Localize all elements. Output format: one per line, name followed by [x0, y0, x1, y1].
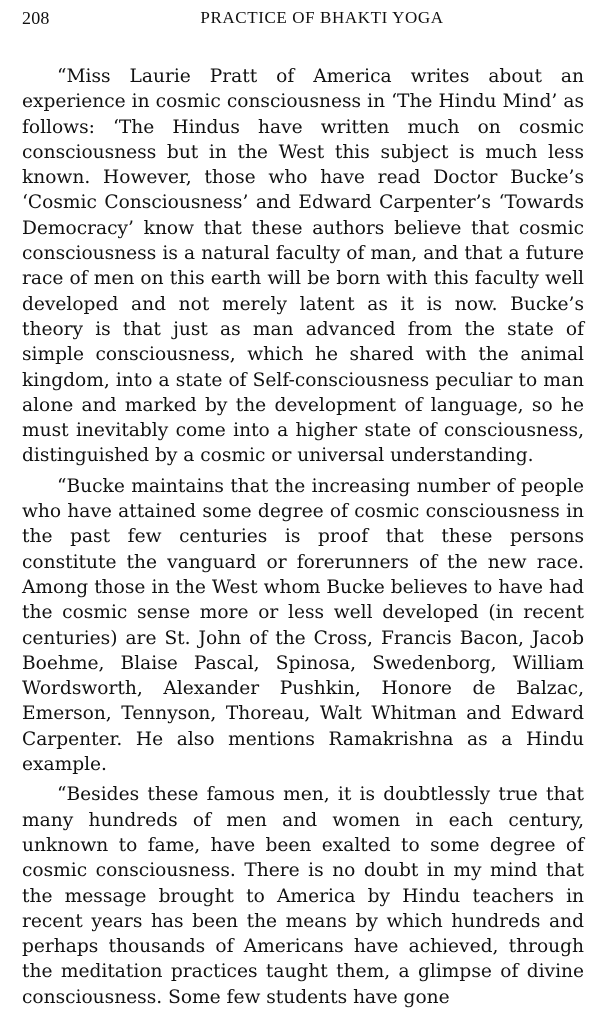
- paragraph-3: “Besides these famous men, it is doubtlessly true that many hundreds of men and women in each century, unknown to fame, have been exalted to some degree of cosmic consciousness. There is no doubt in my mind that the message brought to America by Hindu teachers in recent years has been the means by which hundreds and perhaps thousands of Americans have achieved, through the meditation practices taught them, a glimpse of divine consciousness. Some few students have gone: [22, 784, 584, 1008]
- paragraph-2: “Bucke maintains that the increasing number of people who have attained some degree of cosmic consciousness in the past few centuries is proof that these persons constitute the vanguard or forerunners of the new race. Among those in the West whom Bucke believes to have had the cosmic sense more or less well developed (in recent centuries) are St. John of the Cross, Francis Bacon, Jacob Boehme, Blaise Pascal, Spinosa, Swedenborg, William Wordsworth, Alexander Pushkin, Honore de Balzac, Emerson, Tennyson, Thoreau, Walt Whitman and Edward Carpenter. He also mentions Ramakrishna as a Hindu example.: [22, 475, 584, 776]
- page-body: [22, 64, 584, 1010]
- running-head: PRACTICE OF BHAKTI YOGA: [200, 8, 444, 27]
- page-header: [22, 8, 582, 32]
- paragraph-1: “Miss Laurie Pratt of America writes about an experience in cosmic consciousness in ‘The Hindu Mind’ as follows: ‘The Hindus have written much on cosmic consciousness but in the West this subject is much less known. However, those who have read Doctor Bucke’s ‘Cosmic Consciousness’ and Edward Carpenter’s ‘Towards Democracy’ know that these authors believe that cosmic consciousness is a natural faculty of man, and that a future race of men on this earth will be born with this faculty well developed and not merely latent as it is now. Bucke’s theory is that just as man advanced from the state of simple consciousness, which he shared with the animal kingdom, into a state of Self-consciousness peculiar to man alone and marked by the development of language, so he must inevitably come into a higher state of consciousness, distinguished by a cosmic or universal understanding.: [22, 66, 584, 467]
- page-number: 208: [22, 8, 50, 28]
